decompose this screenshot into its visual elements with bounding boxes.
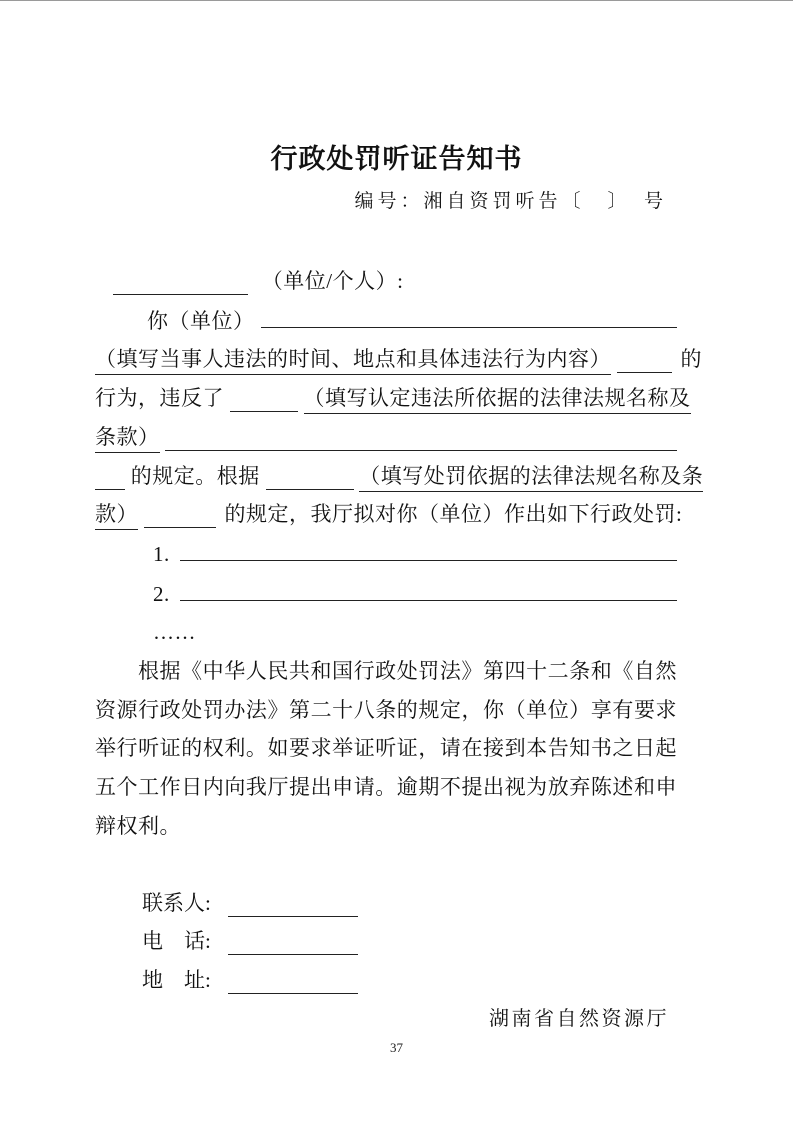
document-number: 编号：湘自资罚听告〔 〕 号 xyxy=(354,191,667,212)
clause-close-2: 款） xyxy=(95,502,138,530)
clause-blank-2 xyxy=(144,501,216,528)
penalty-item-1 xyxy=(95,534,677,574)
de-suffix: 的 xyxy=(680,347,702,372)
violated-law-blank xyxy=(230,385,298,412)
clause-close-1: 条款） xyxy=(95,425,160,453)
penalty-basis-blank xyxy=(266,463,354,490)
behavior-violated-label: 行为，违反了 xyxy=(95,386,224,411)
clause-line-1 xyxy=(95,418,677,457)
contact-address-line xyxy=(142,961,793,1000)
item1-blank xyxy=(180,534,677,561)
document-body xyxy=(0,262,793,846)
contact-phone-label: 电 话: xyxy=(142,929,211,954)
item2-label: 2. xyxy=(153,581,170,606)
ellipsis-text: …… xyxy=(153,620,196,645)
penalty-item-2 xyxy=(95,574,677,614)
contact-phone-line xyxy=(142,922,793,961)
decision-text: 的规定，我厅拟对你（单位）作出如下行政处罚: xyxy=(224,502,683,527)
page-number: 37 xyxy=(390,1040,403,1055)
item2-blank xyxy=(180,574,677,601)
contact-person-line xyxy=(142,884,793,923)
violation-content-hint: （填写当事人违法的时间、地点和具体违法行为内容） xyxy=(95,347,611,375)
contact-person-label: 联系人: xyxy=(142,890,211,915)
contact-address-label: 地 址: xyxy=(142,967,211,992)
law-basis-hint: （填写认定违法所依据的法律法规名称及 xyxy=(304,386,691,414)
addressee-blank xyxy=(113,268,248,295)
clause-blank-1 xyxy=(165,424,677,451)
hearing-rights-paragraph: 根据《中华人民共和国行政处罚法》第四十二条和《自然资源行政处罚办法》第二十八条的规定，你（单位）享有要求举行听证的权利。如要求举证听证，请在接到本告知书之日起五个工作日内向我厅提出申请。逾期不提出视为放弃陈述和申辩权利。 xyxy=(95,659,677,838)
issuing-authority: 湖南省自然资源厅 xyxy=(489,1007,669,1030)
addressee-suffix: （单位/个人）: xyxy=(261,269,404,293)
ellipsis-line xyxy=(95,613,677,652)
provision-blank xyxy=(95,463,125,490)
contact-person-blank xyxy=(228,890,358,917)
document-title: 行政处罚听证告知书 xyxy=(270,144,523,174)
addressee-line xyxy=(95,262,677,301)
contact-phone-blank xyxy=(228,928,358,955)
contact-address-blank xyxy=(228,967,358,994)
you-unit-label: 你（单位） xyxy=(147,308,255,333)
you-unit-blank xyxy=(261,301,678,328)
violated-law-line xyxy=(95,379,691,418)
penalty-basis-line xyxy=(95,457,704,496)
you-unit-line xyxy=(95,301,677,341)
provision-genju-label: 的规定。根据 xyxy=(130,463,260,488)
item1-label: 1. xyxy=(153,541,170,566)
penalty-basis-hint: （填写处罚依据的法律法规名称及条 xyxy=(359,464,703,492)
decision-line xyxy=(95,495,683,534)
contact-block xyxy=(0,884,793,1000)
violation-content-blank xyxy=(617,346,672,373)
violation-content-line xyxy=(95,340,702,379)
